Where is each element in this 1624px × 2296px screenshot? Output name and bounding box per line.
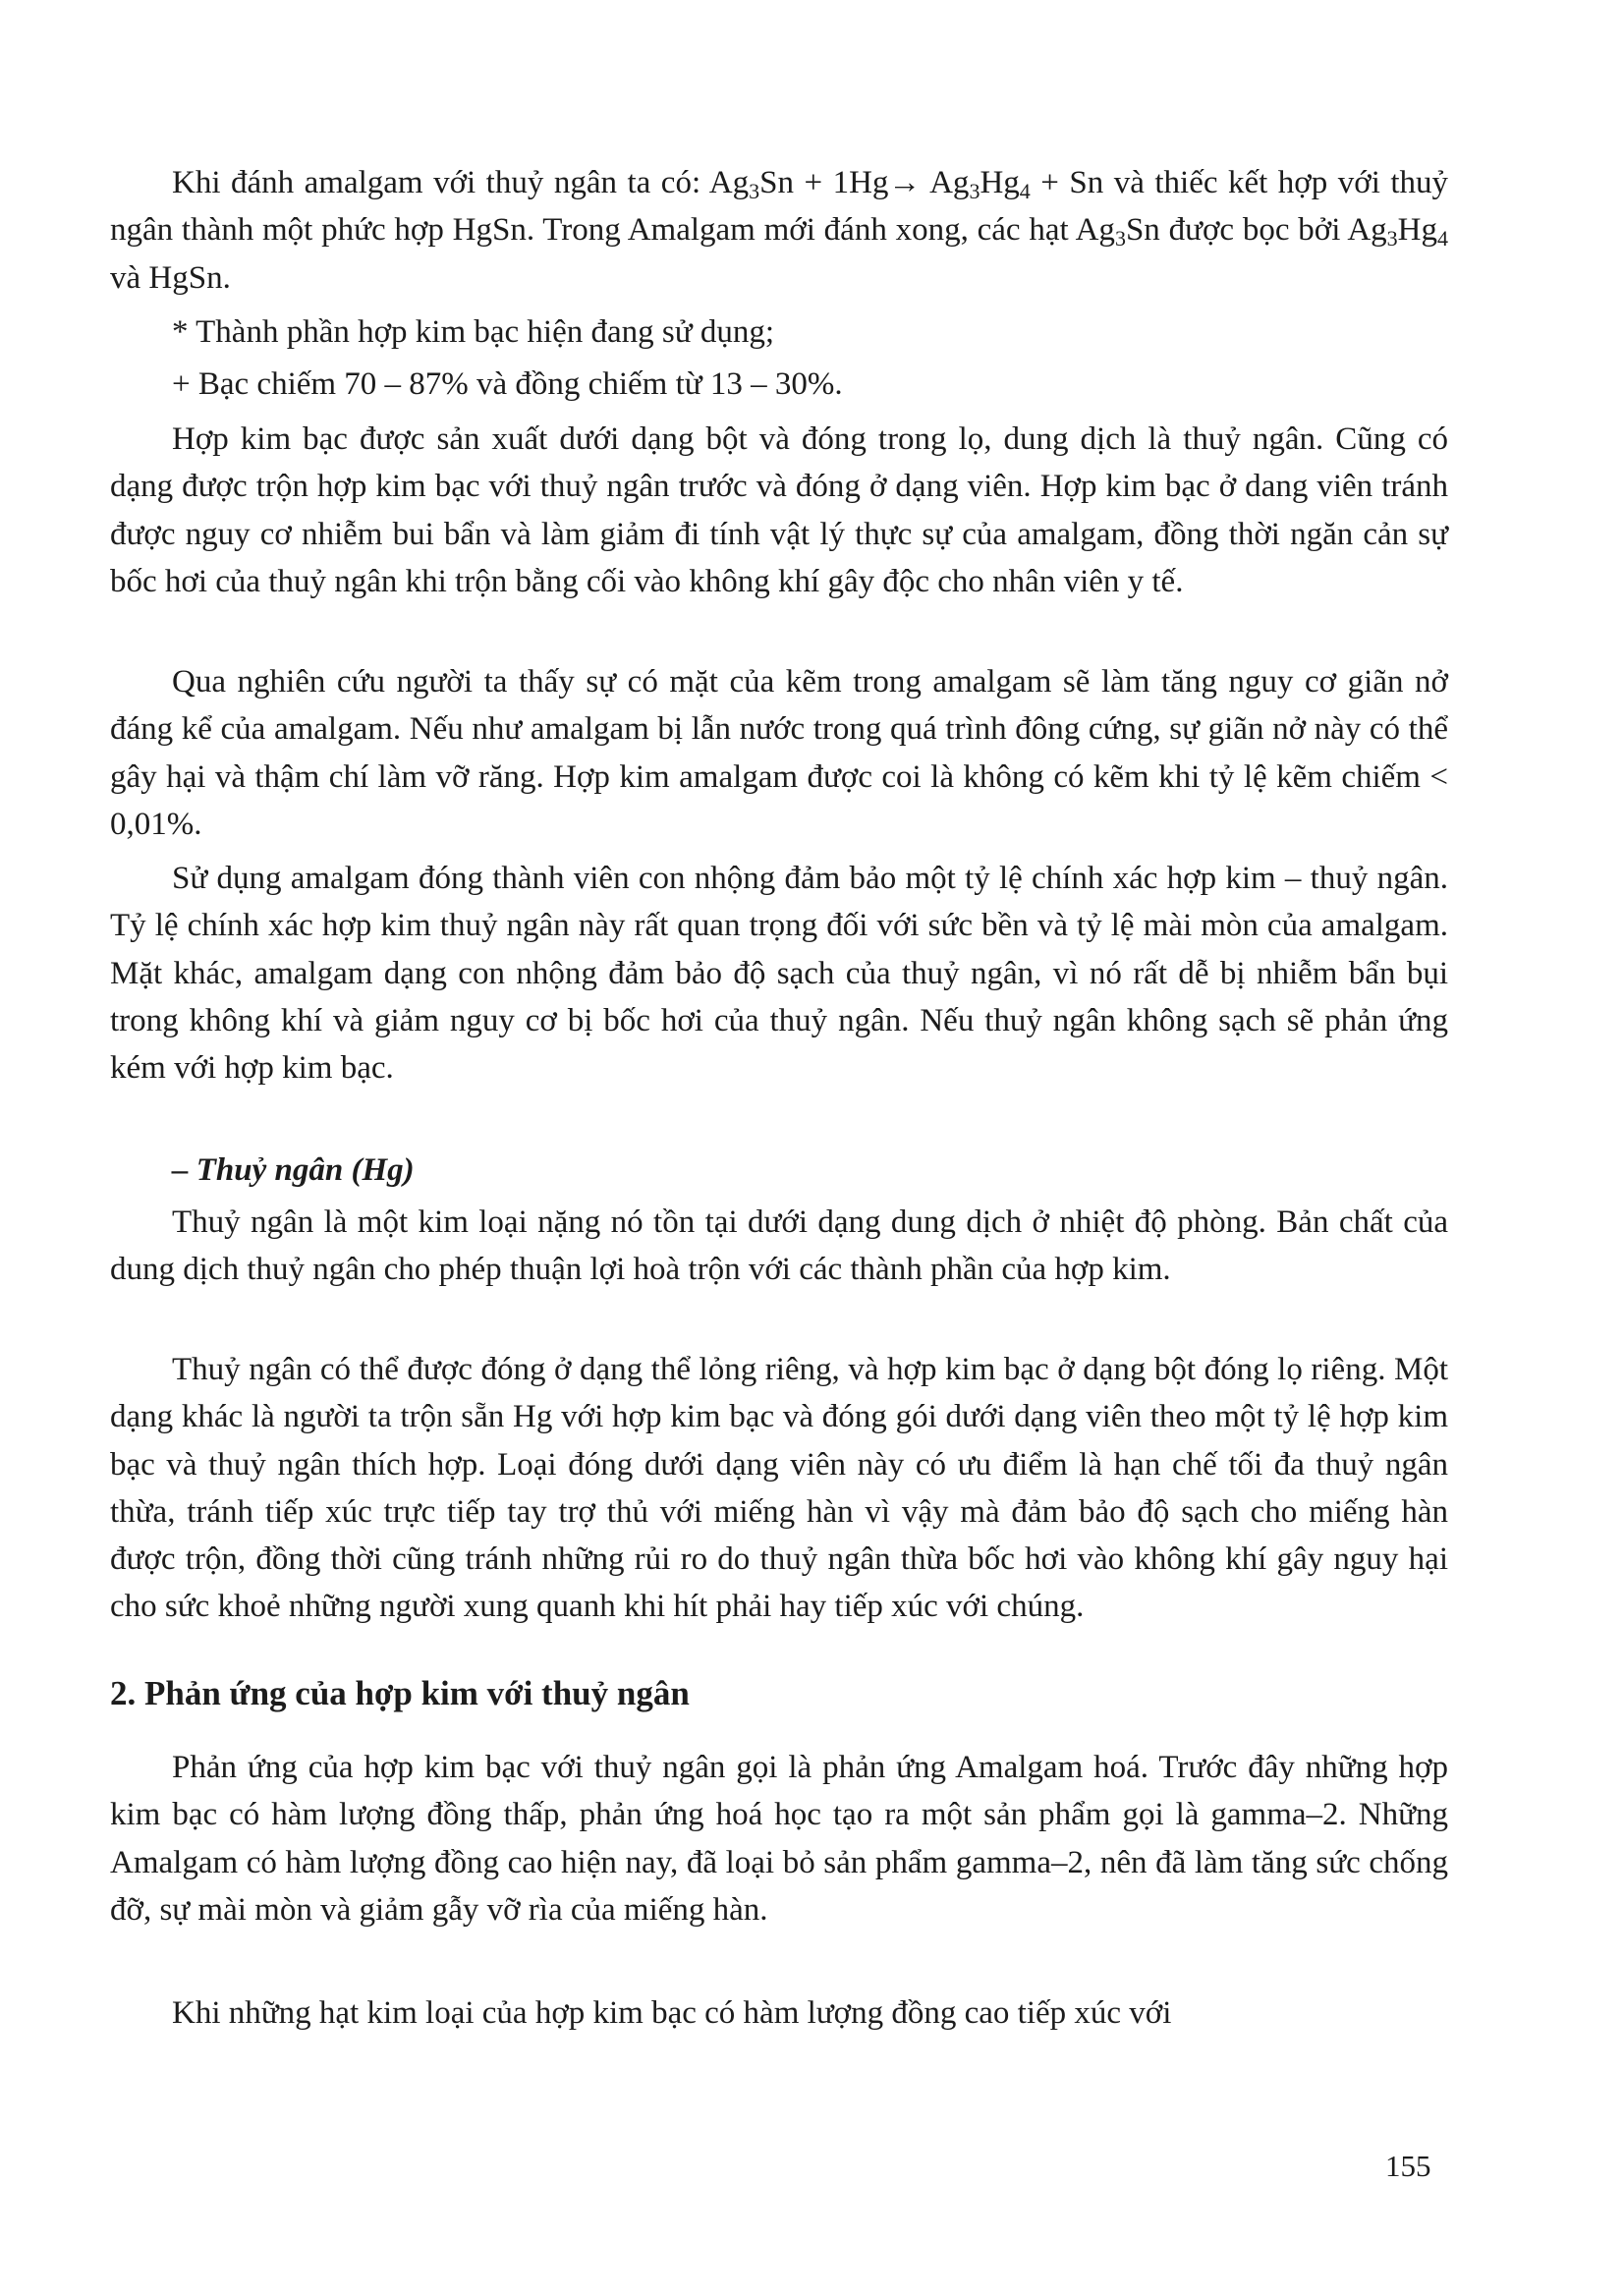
paragraph-amalgamation: Phản ứng của hợp kim bạc với thuỷ ngân gọi là phản ứng Amalgam hoá. Trước đây những hợp kim bạc có hàm lượng đồng thấp, phản ứng hoá học tạo ra một sản phẩm gọi là gamma–2. Những Amalgam có hàm lượng đồng cao hiện nay, đã loại bỏ sản phẩm gamma–2, nên đã làm tăng sức chống đỡ, sự mài mòn và giảm gẫy vỡ rìa của miếng hàn. [110,1750,1448,1928]
subscript: 3 [749,179,760,203]
bullet-composition: * Thành phần hợp kim bạc hiện đang sử dụng; [172,314,775,350]
section-heading: 2. Phản ứng của hợp kim với thuỷ ngân [110,1674,690,1712]
subscript: 4 [1437,226,1448,252]
subscript: 4 [1019,179,1031,203]
text-run: Sn được bọc bởi Ag [1125,212,1387,249]
text-run: Sn + 1Hg [759,165,889,200]
text-run: Hg [980,165,1020,200]
page-number: 155 [1385,2149,1431,2183]
text-run: + Sn và thiếc kết hợp với thuỷ ngân thành một phức hợp HgSn. Trong Amalgam mới đánh xong, các hạt Ag [110,165,1449,249]
subheading-mercury: – Thuỷ ngân (Hg) [172,1152,415,1188]
paragraph-capsule: Sử dụng amalgam đóng thành viên con nhộng đảm bảo một tỷ lệ chính xác hợp kim – thuỷ ngân. Tỷ lệ chính xác hợp kim thuỷ ngân này rất quan trọng đối với sức bền và tỷ lệ mài mòn của amalgam. Mặt khác, amalgam dạng con nhộng đảm bảo độ sạch của thuỷ ngân, vì nó rất dễ bị nhiễm bẩn bụi trong không khí và giảm nguy cơ bị bốc hơi của thuỷ ngân. Nếu thuỷ ngân không sạch sẽ phản ứng kém với hợp kim bạc. [110,861,1448,1087]
text-run: và HgSn. [110,259,231,296]
paragraph-amalgam-reaction [110,159,1448,302]
arrow-symbol: → [888,165,922,200]
paragraph-mercury-liquid: Thuỷ ngân là một kim loại nặng nó tồn tại dưới dạng dung dịch ở nhiệt độ phòng. Bản chất của dung dịch thuỷ ngân cho phép thuận lợi hoà trộn với các thành phần của hợp kim. [110,1204,1448,1288]
bullet-silver-copper: + Bạc chiếm 70 – 87% và đồng chiếm từ 13 – 30%. [172,366,843,402]
paragraph-mercury-packaging: Thuỷ ngân có thể được đóng ở dạng thể lỏng riêng, và hợp kim bạc ở dạng bột đóng lọ riêng. Một dạng khác là người ta trộn sẵn Hg với hợp kim bạc và đóng gói dưới dạng viên theo một tỷ lệ hợp kim bạc và thuỷ ngân thích hợp. Loại đóng dưới dạng viên này có ưu điểm là hạn chế tối đa thuỷ ngân thừa, tránh tiếp xúc trực tiếp tay trợ thủ với miếng hàn vì vậy mà đảm bảo độ sạch cho miếng hàn được trộn, đồng thời cũng tránh những rủi ro do thuỷ ngân thừa bốc hơi vào không khí gây nguy hại cho sức khoẻ những người xung quanh khi hít phải hay tiếp xúc với chúng. [110,1352,1448,1625]
paragraph-alloy-powder: Hợp kim bạc được sản xuất dưới dạng bột và đóng trong lọ, dung dịch là thuỷ ngân. Cũng có dạng được trộn hợp kim bạc với thuỷ ngân trước và đóng ở dạng viên. Hợp kim bạc ở dang viên tránh được nguy cơ nhiễm bui bẩn và làm giảm đi tính vật lý thực sự của amalgam, đồng thời ngăn cản sự bốc hơi của thuỷ ngân khi trộn bằng cối vào không khí gây độc cho nhân viên y tế. [110,421,1448,599]
subscript: 3 [969,179,980,203]
text-run: Ag [921,165,970,200]
subscript: 3 [1386,226,1398,252]
subscript: 3 [1114,226,1126,252]
text-run: Hg [1397,212,1437,249]
paragraph-zinc: Qua nghiên cứu người ta thấy sự có mặt của kẽm trong amalgam sẽ làm tăng nguy cơ giãn nở đáng kể của amalgam. Nếu như amalgam bị lẫn nước trong quá trình đông cứng, sự giãn nở này có thể gây hại và thậm chí làm vỡ răng. Hợp kim amalgam được coi là không có kẽm khi tỷ lệ kẽm chiếm < 0,01%. [110,664,1448,842]
paragraph-high-copper: Khi những hạt kim loại của hợp kim bạc có hàm lượng đồng cao tiếp xúc với [172,1995,1172,2031]
text-run: Khi đánh amalgam với thuỷ ngân ta có: Ag [172,165,750,200]
